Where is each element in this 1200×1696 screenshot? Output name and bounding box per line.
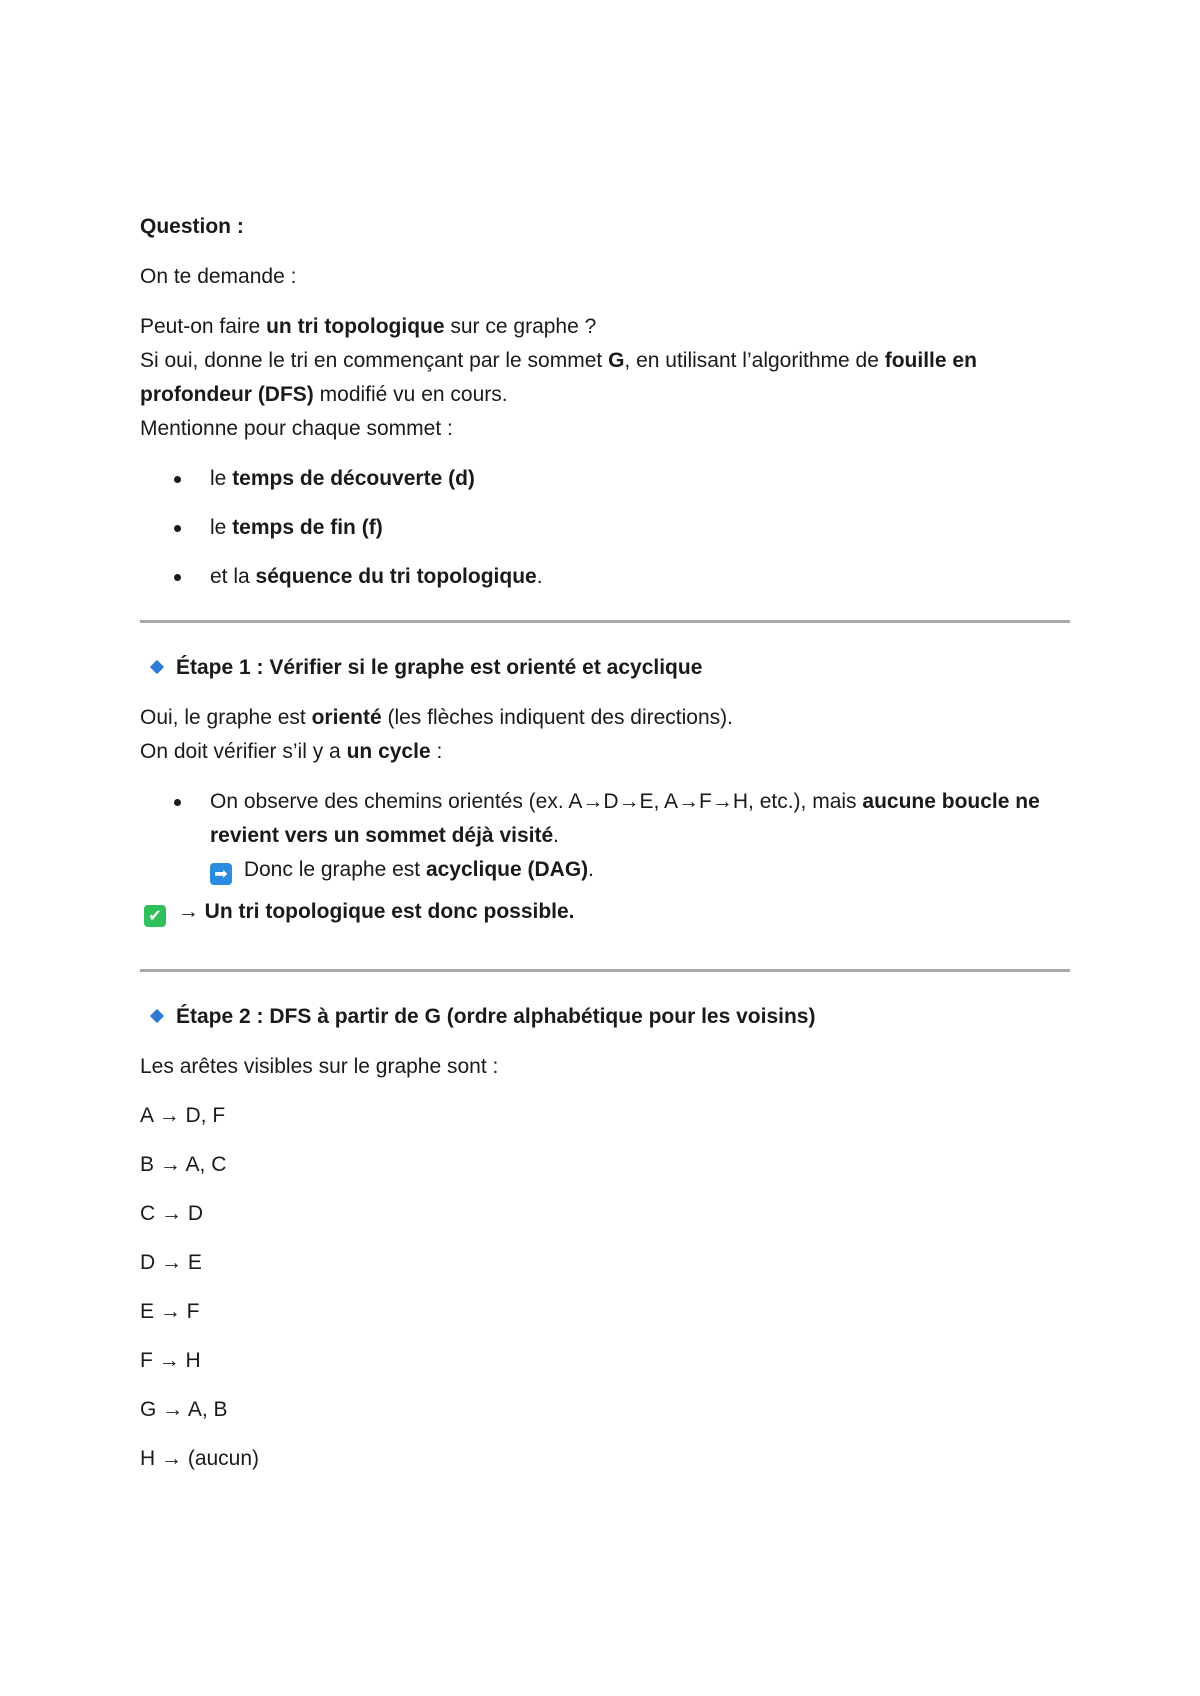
edge-list [140, 1099, 1070, 1476]
section-divider [140, 620, 1070, 623]
section-divider [140, 969, 1070, 972]
step1-heading: Étape 1 : Vérifier si le graphe est orienté et acyclique [140, 651, 1070, 685]
bullet-icon [174, 574, 181, 581]
step1-line-2: On doit vérifier s’il y a un cycle : [140, 740, 443, 763]
edge-item: D → E [140, 1251, 202, 1274]
edge-item: C → D [140, 1202, 203, 1225]
edge-item: G → A, B [140, 1398, 228, 1421]
list-item: et la séquence du tri topologique. [140, 560, 1070, 594]
list-item: On observe des chemins orientés (ex. A→D→E, A→F→H, etc.), mais aucune boucle ne revient vers un sommet déjà visité. ➡ Donc le graphe est acyclique (DAG). [140, 785, 1070, 887]
edge-item: B → A, C [140, 1153, 227, 1176]
question-title: Question : [140, 215, 244, 238]
step1-bullet-list [140, 785, 1070, 887]
question-paragraph-3: Mentionne pour chaque sommet : [140, 417, 453, 440]
edge-item: A → D, F [140, 1104, 226, 1127]
question-bullet-list [140, 462, 1070, 594]
check-icon: ✔ [144, 905, 166, 927]
step2-intro: Les arêtes visibles sur le graphe sont : [140, 1055, 499, 1078]
step1-line-1: Oui, le graphe est orienté (les flèches indiquent des directions). [140, 706, 733, 729]
edge-item: E → F [140, 1300, 200, 1323]
diamond-icon [150, 660, 164, 674]
diamond-icon [150, 1009, 164, 1023]
list-item: le temps de fin (f) [140, 511, 1070, 545]
bullet-icon [174, 525, 181, 532]
bullet-icon [174, 799, 181, 806]
question-intro: On te demande : [140, 265, 297, 288]
edge-item: F → H [140, 1349, 201, 1372]
right-arrow-icon: ➡ [210, 863, 232, 885]
edge-item: H → (aucun) [140, 1447, 260, 1470]
document-content [140, 210, 1070, 1476]
list-item: le temps de découverte (d) [140, 462, 1070, 496]
question-paragraph-2: Si oui, donne le tri en commençant par le sommet G, en utilisant l’algorithme de fouille en profondeur (DFS) modifié vu en cours. [140, 349, 977, 406]
step1-result: ✔ → Un tri topologique est donc possible. [140, 895, 1070, 929]
question-paragraph-1: Peut-on faire un tri topologique sur ce graphe ? [140, 315, 597, 338]
bullet-icon [174, 476, 181, 483]
step2-heading: Étape 2 : DFS à partir de G (ordre alphabétique pour les voisins) [140, 1000, 1070, 1034]
